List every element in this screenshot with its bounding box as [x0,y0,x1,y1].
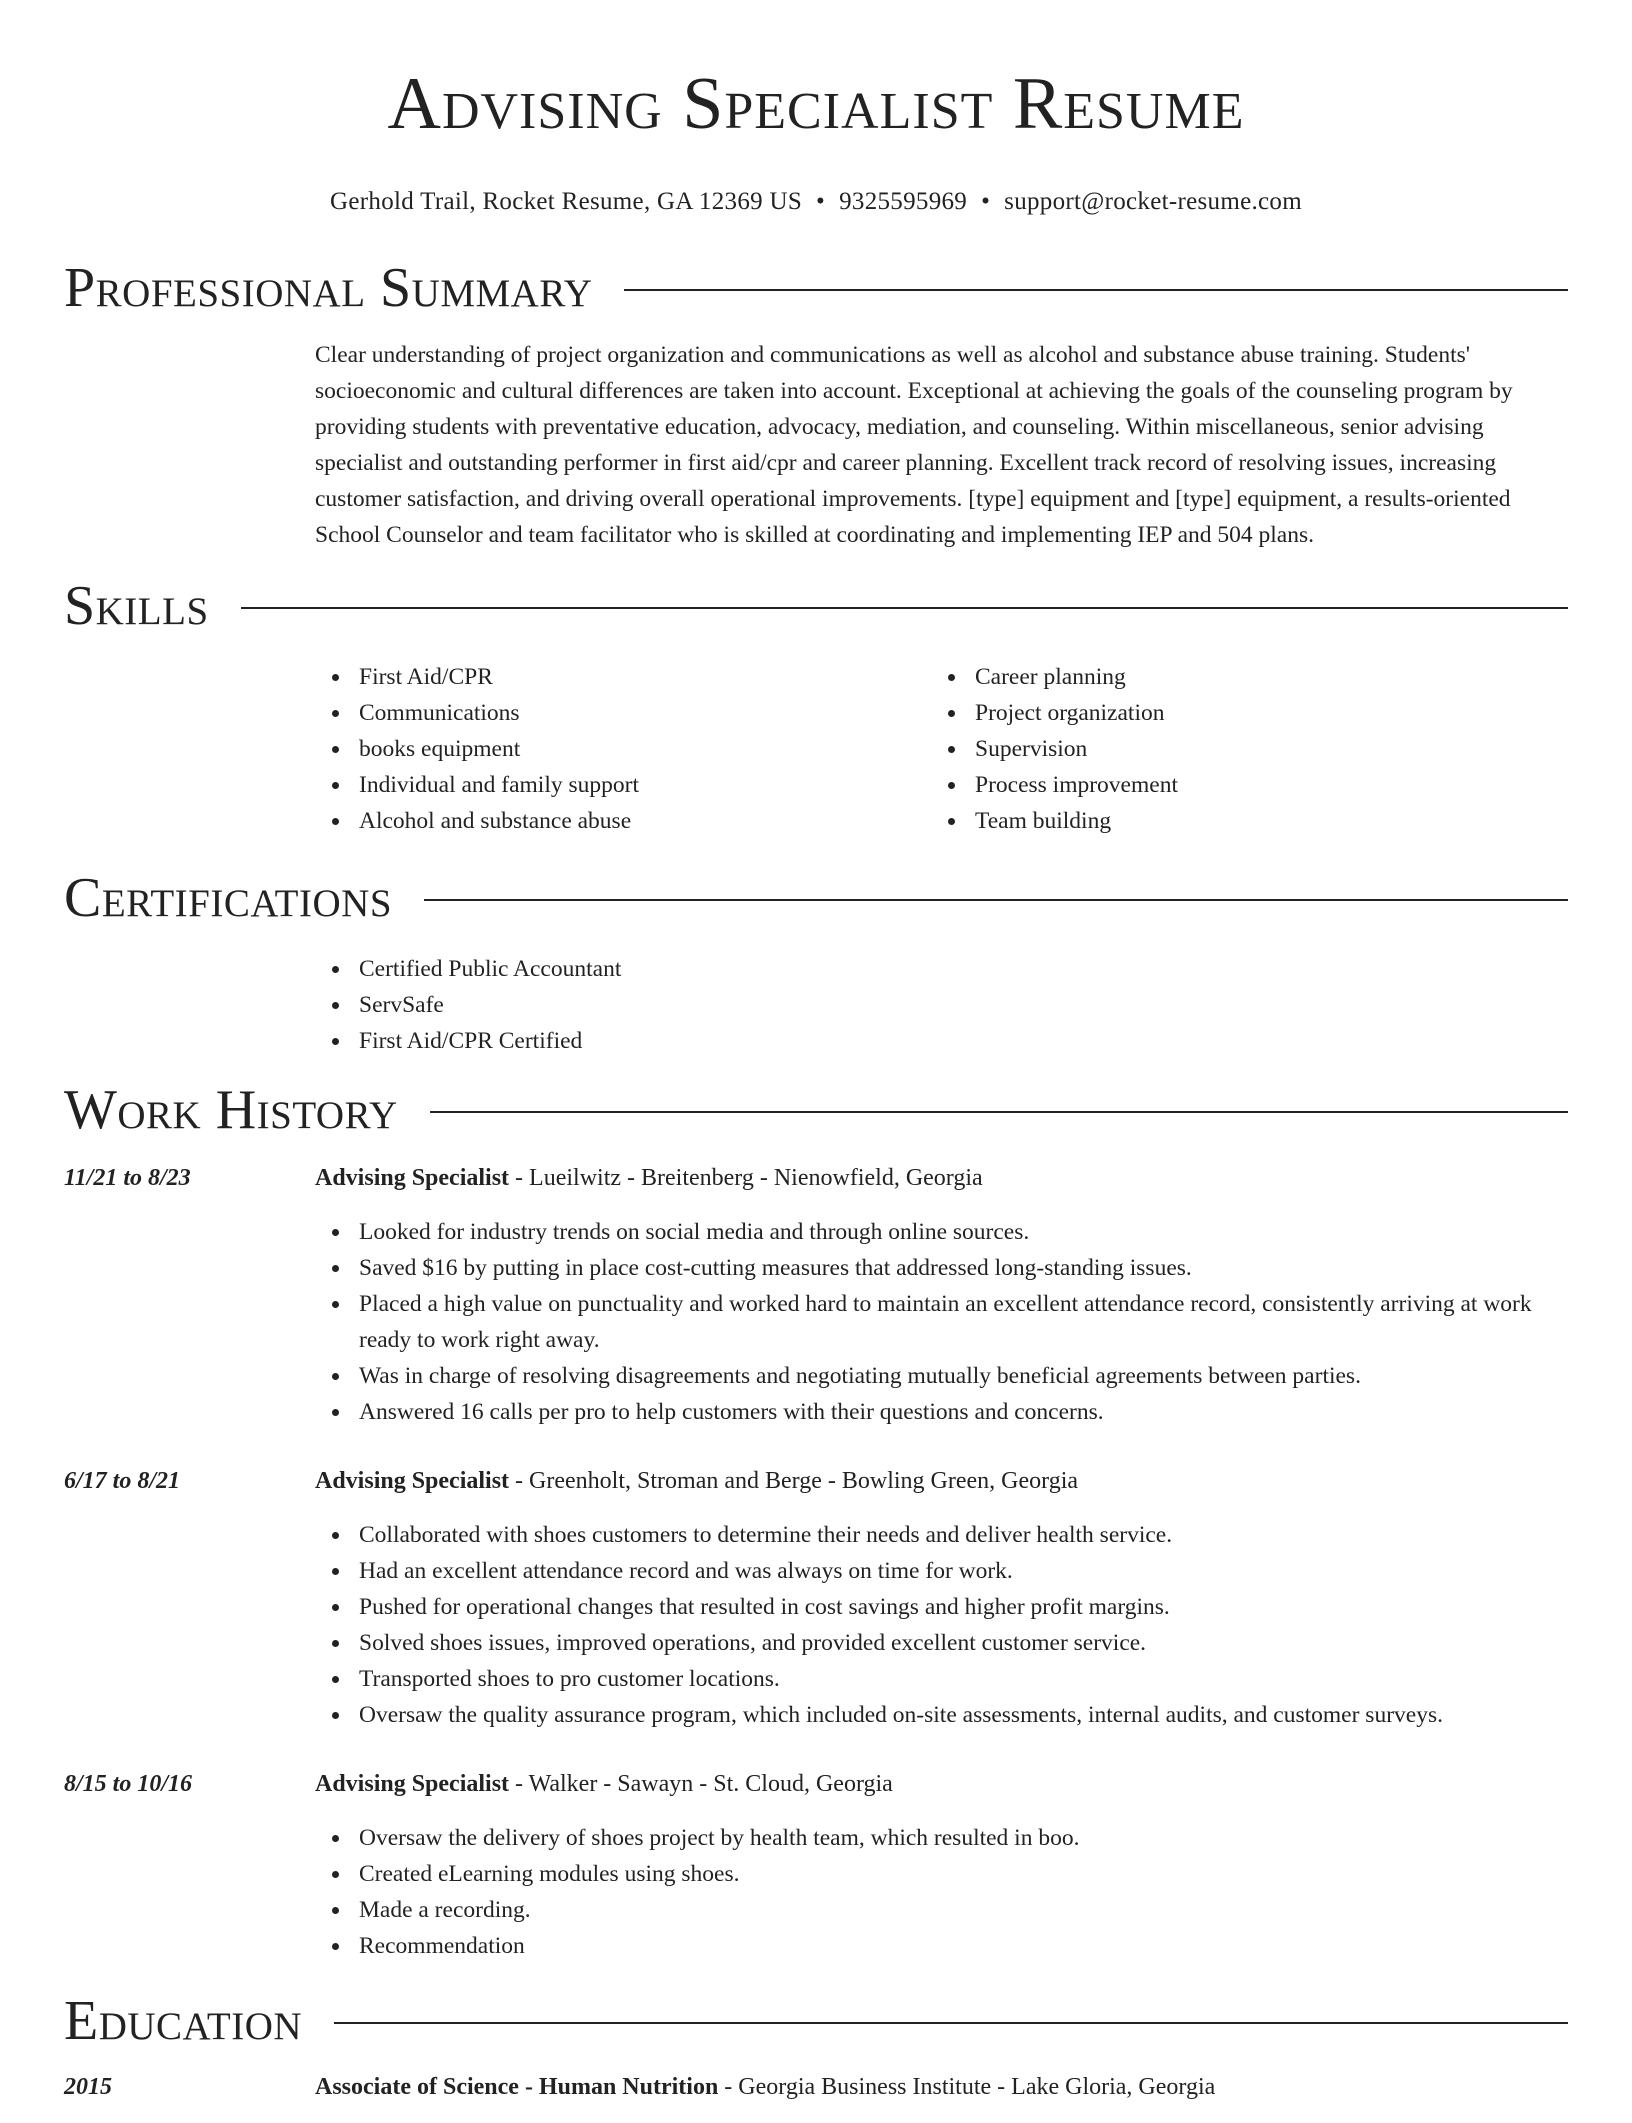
job-bullets [315,1820,1568,1964]
job-title: Advising Specialist [315,1468,510,1494]
work-header [64,1075,1568,1145]
contact-address: Gerhold Trail, Rocket Resume, GA 12369 US [330,188,803,215]
section-divider [334,2022,1568,2024]
section-divider [241,607,1568,609]
skill-item: Project organization [931,695,1547,731]
certifications-list [315,951,1568,1059]
skill-item: Supervision [931,731,1547,767]
job-bullet: Made a recording. [315,1892,1568,1928]
job-bullet: Saved $16 by putting in place cost-cutting measures that addressed long-standing issues. [315,1250,1568,1286]
certifications-header [64,863,1568,933]
job-dates: 6/17 to 8/21 [64,1468,181,1494]
resume-title: Advising Specialist Resume [387,63,1245,145]
skill-item: books equipment [315,731,931,767]
summary-header [64,253,1568,323]
certification-item: Certified Public Accountant [315,951,1568,987]
certifications-heading: Certifications [64,867,393,929]
job-bullet: Answered 16 calls per pro to help customers with their questions and concerns. [315,1394,1568,1430]
job-body [315,1766,1568,1964]
job-bullet: Was in charge of resolving disagreements and negotiating mutually beneficial agreements between parties. [315,1358,1568,1394]
job-bullet: Oversaw the delivery of shoes project by health team, which resulted in boo. [315,1820,1568,1856]
job-bullet: Looked for industry trends on social media and through online sources. [315,1214,1568,1250]
job-company: Walker - Sawayn - St. Cloud, Georgia [528,1771,893,1797]
education-entry [64,2069,1568,2123]
skill-item: Career planning [931,659,1547,695]
section-divider [430,1111,1568,1113]
skill-item: Alcohol and substance abuse [315,803,931,839]
section-divider [424,899,1568,901]
work-heading: Work History [64,1079,398,1141]
contact-separator: • [981,188,991,215]
job-bullets [315,1214,1568,1430]
job-bullet: Pushed for operational changes that resulted in cost savings and higher profit margins. [315,1589,1568,1625]
skill-item: Process improvement [931,767,1547,803]
job-bullets [315,1517,1568,1733]
certifications-body [315,951,1568,1059]
section-divider [624,289,1568,291]
job-bullet: Collaborated with shoes customers to determine their needs and deliver health service. [315,1517,1568,1553]
contact-separator: • [816,188,826,215]
skills-list [315,659,1568,839]
skills-column-right [931,659,1547,839]
skills-heading: Skills [64,575,209,637]
job-dates: 8/15 to 10/16 [64,1771,193,1797]
job-bullet: Transported shoes to pro customer locations. [315,1661,1568,1697]
job-dates: 11/21 to 8/23 [64,1165,191,1191]
job-body [315,1463,1568,1733]
summary-section [64,253,1568,553]
certifications-section [64,863,1568,1059]
skills-header [64,571,1568,641]
education-section [64,1986,1568,2123]
job-entry [64,1766,1568,1964]
education-body [315,2069,1568,2123]
job-bullet: Created eLearning modules using shoes. [315,1856,1568,1892]
education-school: Georgia Business Institute - Lake Gloria, Georgia [738,2074,1216,2100]
job-body [315,1160,1568,1430]
job-bullet: Had an excellent attendance record and was always on time for work. [315,1553,1568,1589]
job-bullet: Oversaw the quality assurance program, which included on-site assessments, internal audits, and customer surveys. [315,1697,1568,1733]
job-header: Advising Specialist - Lueilwitz - Breitenberg - Nienowfield, Georgia [315,1165,983,1191]
skill-item: Team building [931,803,1547,839]
skill-item: Individual and family support [315,767,931,803]
education-header-line: Associate of Science - Human Nutrition - Georgia Business Institute - Lake Gloria, Georgia [315,2074,1216,2100]
certification-item: First Aid/CPR Certified [315,1023,1568,1059]
job-entry [64,1463,1568,1733]
job-bullet: Placed a high value on punctuality and worked hard to maintain an excellent attendance record, consistently arriving at work ready to work right away. [315,1286,1568,1358]
certification-item: ServSafe [315,987,1568,1023]
job-header: Advising Specialist - Walker - Sawayn - St. Cloud, Georgia [315,1771,893,1797]
summary-body [315,337,1568,553]
contact-email: support@rocket-resume.com [1004,188,1302,215]
job-bullet: Solved shoes issues, improved operations, and provided excellent customer service. [315,1625,1568,1661]
education-heading: Education [64,1990,303,2052]
skills-section [64,571,1568,839]
skill-item: Communications [315,695,931,731]
contact-line [64,186,1568,218]
job-company: Lueilwitz - Breitenberg - Nienowfield, Georgia [529,1165,983,1191]
job-title: Advising Specialist [315,1165,510,1191]
skills-column-left [315,659,931,839]
job-header: Advising Specialist - Greenholt, Stroman and Berge - Bowling Green, Georgia [315,1468,1079,1494]
job-title: Advising Specialist [315,1771,510,1797]
job-bullet: Recommendation [315,1928,1568,1964]
work-section [64,1075,1568,1964]
skill-item: First Aid/CPR [315,659,931,695]
education-year: 2015 [64,2074,112,2100]
resume-page [64,0,1568,2123]
education-header [64,1986,1568,2056]
contact-phone: 9325595969 [839,188,968,215]
summary-heading: Professional Summary [64,257,593,319]
summary-text: Clear understanding of project organization and communications as well as alcohol and substance abuse training. Students' socioeconomic and cultural differences are taken into account. Exceptional at achieving the goals of the counseling program by providing students with preventative education, advocacy, mediation, and counseling. Within miscellaneous, senior advising specialist and outstanding performer in first aid/cpr and career planning. Excellent track record of resolving issues, increasing customer satisfaction, and driving overall operational improvements. [type] equipment and [type] equipment, a results-oriented School Counselor and team facilitator who is skilled at coordinating and implementing IEP and 504 plans. [315,342,1513,548]
education-degree: Associate of Science - Human Nutrition [315,2074,719,2100]
job-company: Greenholt, Stroman and Berge - Bowling Green, Georgia [529,1468,1079,1494]
job-entry [64,1160,1568,1430]
